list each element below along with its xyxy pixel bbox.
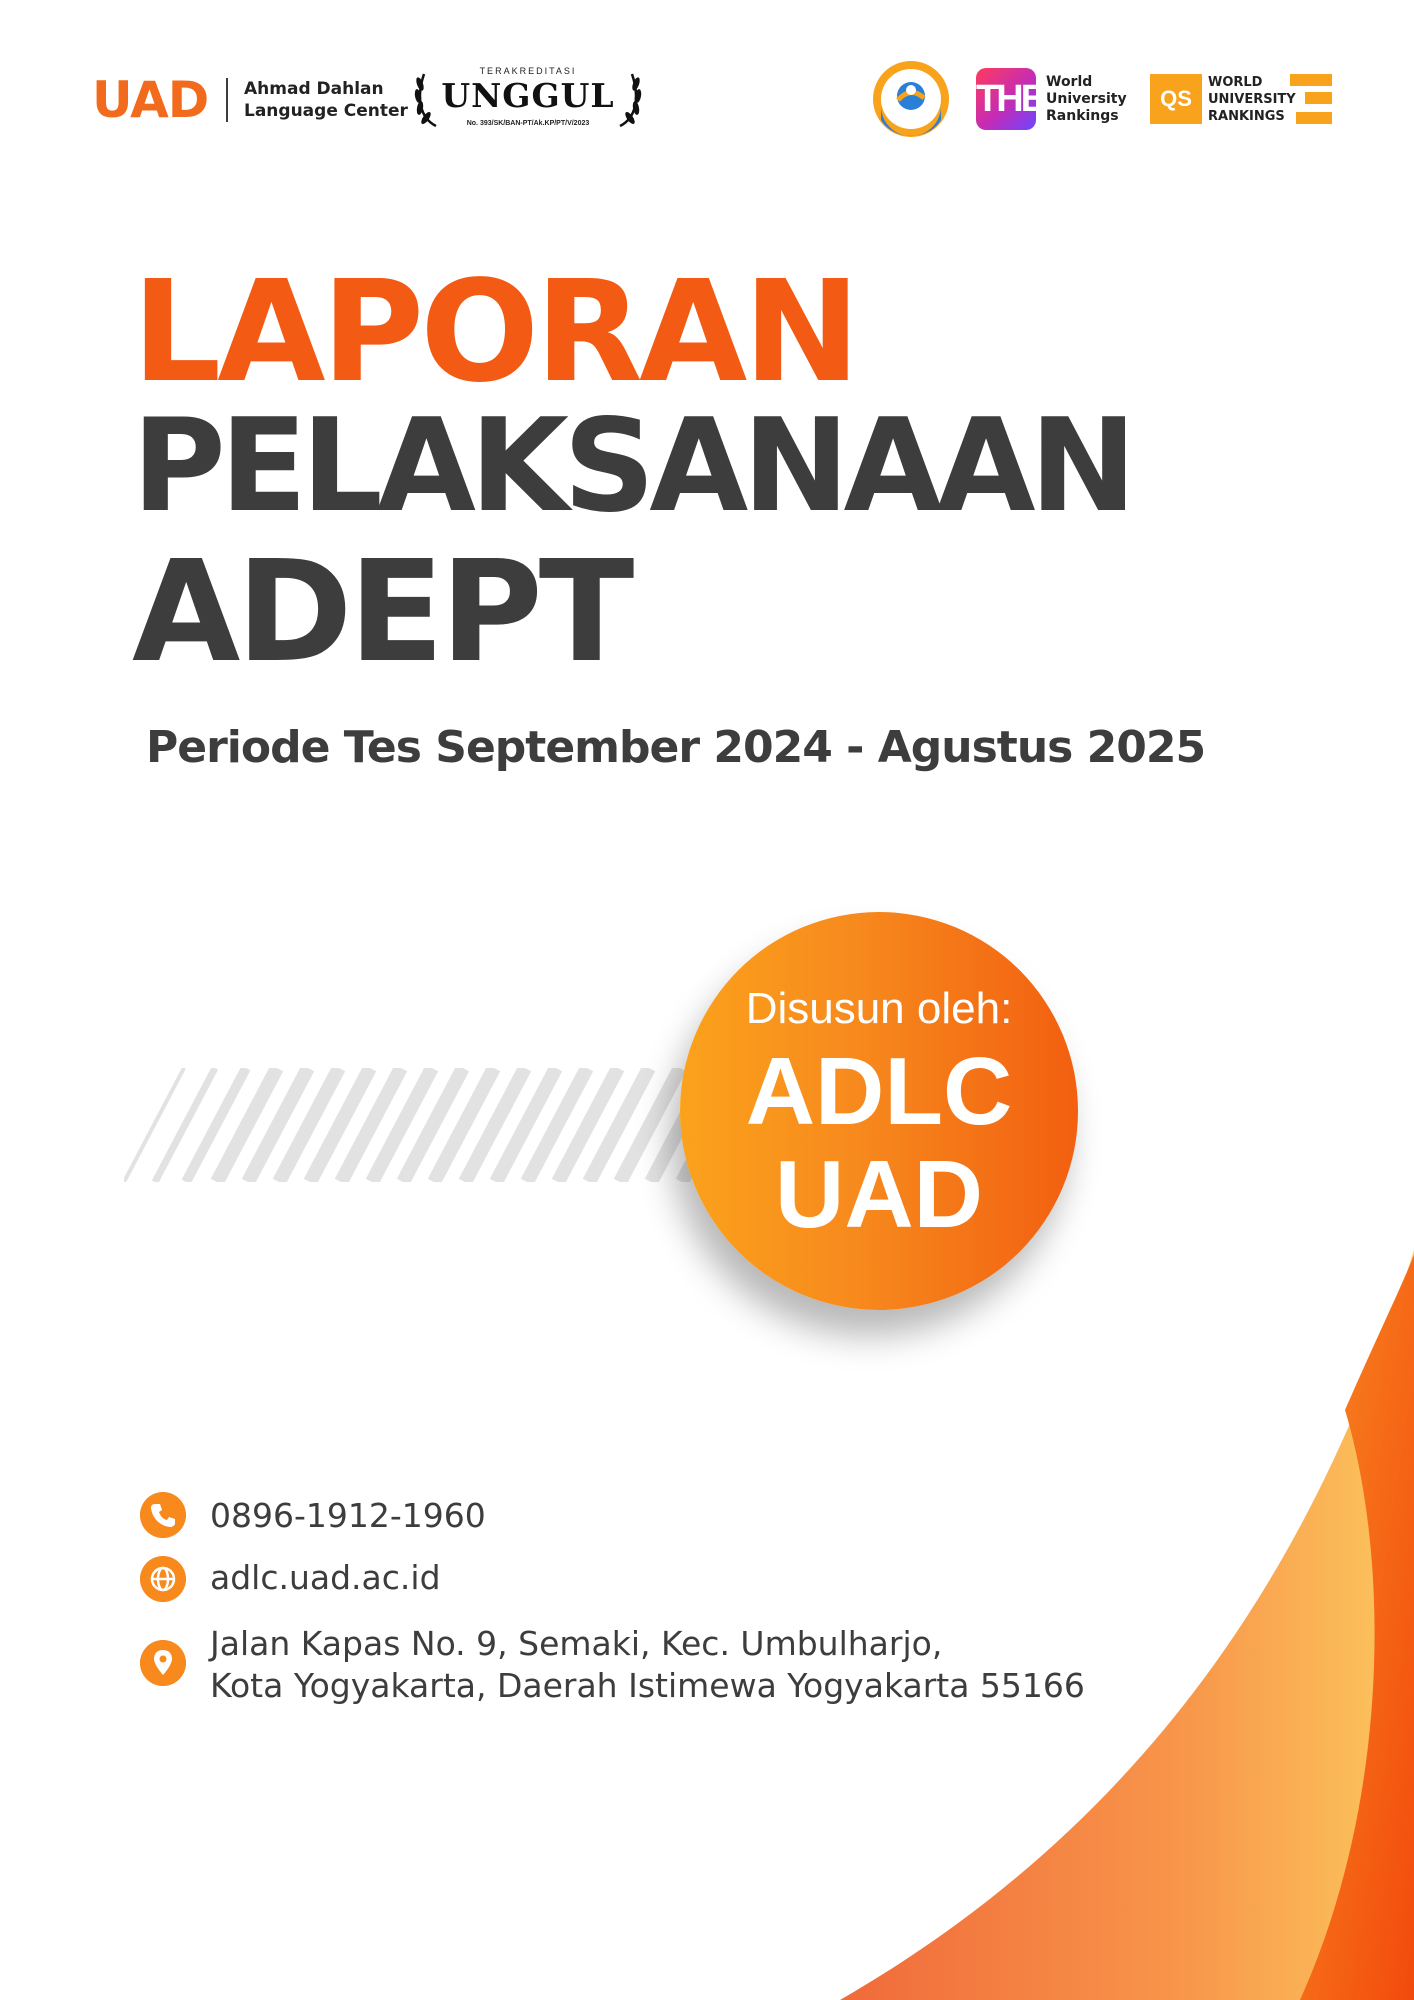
qs-line2: UNIVERSITY: [1208, 92, 1296, 107]
qs-rankings-text: [1208, 74, 1296, 125]
adlc-line1: Ahmad Dahlan: [244, 79, 384, 99]
stripe: [341, 1068, 401, 1182]
accreditation-badge: [410, 64, 646, 134]
author-name-line2: UAD: [775, 1141, 983, 1248]
the-rankings-text: [1046, 74, 1127, 125]
diktisaintek-badge-icon: [872, 60, 950, 138]
author-badge-circle: [680, 912, 1078, 1310]
stripe: [434, 1068, 494, 1182]
title-line-laporan: LAPORAN: [132, 251, 857, 414]
qs-logo: QS: [1150, 74, 1202, 124]
stripe: [248, 1068, 308, 1182]
qs-line1: WORLD: [1208, 75, 1263, 90]
the-logo: THE: [976, 68, 1036, 130]
author-name-line1: ADLC: [745, 1038, 1013, 1145]
phone-icon: [140, 1492, 186, 1538]
author-label: Disusun oleh:: [745, 984, 1013, 1033]
qs-bar-bottom: [1296, 112, 1332, 124]
stripe: [558, 1068, 618, 1182]
the-line1: World: [1046, 74, 1093, 90]
accreditation-top-text: TERAKREDITASI: [479, 66, 577, 76]
location-pin-icon: [140, 1640, 186, 1686]
the-line3: Rankings: [1046, 108, 1119, 124]
adlc-logo-text: [244, 78, 408, 122]
stripe: [217, 1068, 277, 1182]
the-line2: University: [1046, 91, 1127, 107]
stripe: [372, 1068, 432, 1182]
title-line-pelaksanaan: PELAKSANAAN: [132, 392, 1131, 541]
stripe: [186, 1068, 246, 1182]
contact-phone[interactable]: 0896-1912-1960: [210, 1496, 486, 1535]
stripe: [496, 1068, 556, 1182]
accreditation-grade: UNGGUL: [441, 76, 615, 115]
laurel-right-icon: [614, 68, 644, 130]
globe-icon: [140, 1556, 186, 1602]
contact-website[interactable]: adlc.uad.ac.id: [210, 1558, 441, 1597]
uad-logo: UAD: [92, 71, 209, 129]
header-divider: [226, 78, 228, 122]
stripe: [589, 1068, 649, 1182]
title-line-adept: ADEPT: [132, 531, 631, 694]
stripe: [465, 1068, 525, 1182]
stripe: [155, 1068, 215, 1182]
accreditation-number: No. 393/SK/BAN-PT/Ak.KP/PT/V/2023: [466, 120, 590, 127]
stripe: [403, 1068, 463, 1182]
contact-address-line1: Jalan Kapas No. 9, Semaki, Kec. Umbulharjo,: [210, 1624, 943, 1663]
diagonal-stripes-decoration: [124, 1068, 724, 1182]
stripe: [279, 1068, 339, 1182]
stripe: [310, 1068, 370, 1182]
qs-bar-middle: [1305, 92, 1332, 104]
stripe: [620, 1068, 680, 1182]
qs-bar-top: [1290, 74, 1332, 86]
adlc-line2: Language Center: [244, 101, 408, 121]
stripe: [124, 1068, 184, 1182]
report-period: Periode Tes September 2024 - Agustus 2025: [146, 722, 1206, 773]
contact-address-line2: Kota Yogyakarta, Daerah Istimewa Yogyakarta 55166: [210, 1666, 1085, 1705]
stripe: [527, 1068, 587, 1182]
qs-line3: RANKINGS: [1208, 109, 1285, 124]
